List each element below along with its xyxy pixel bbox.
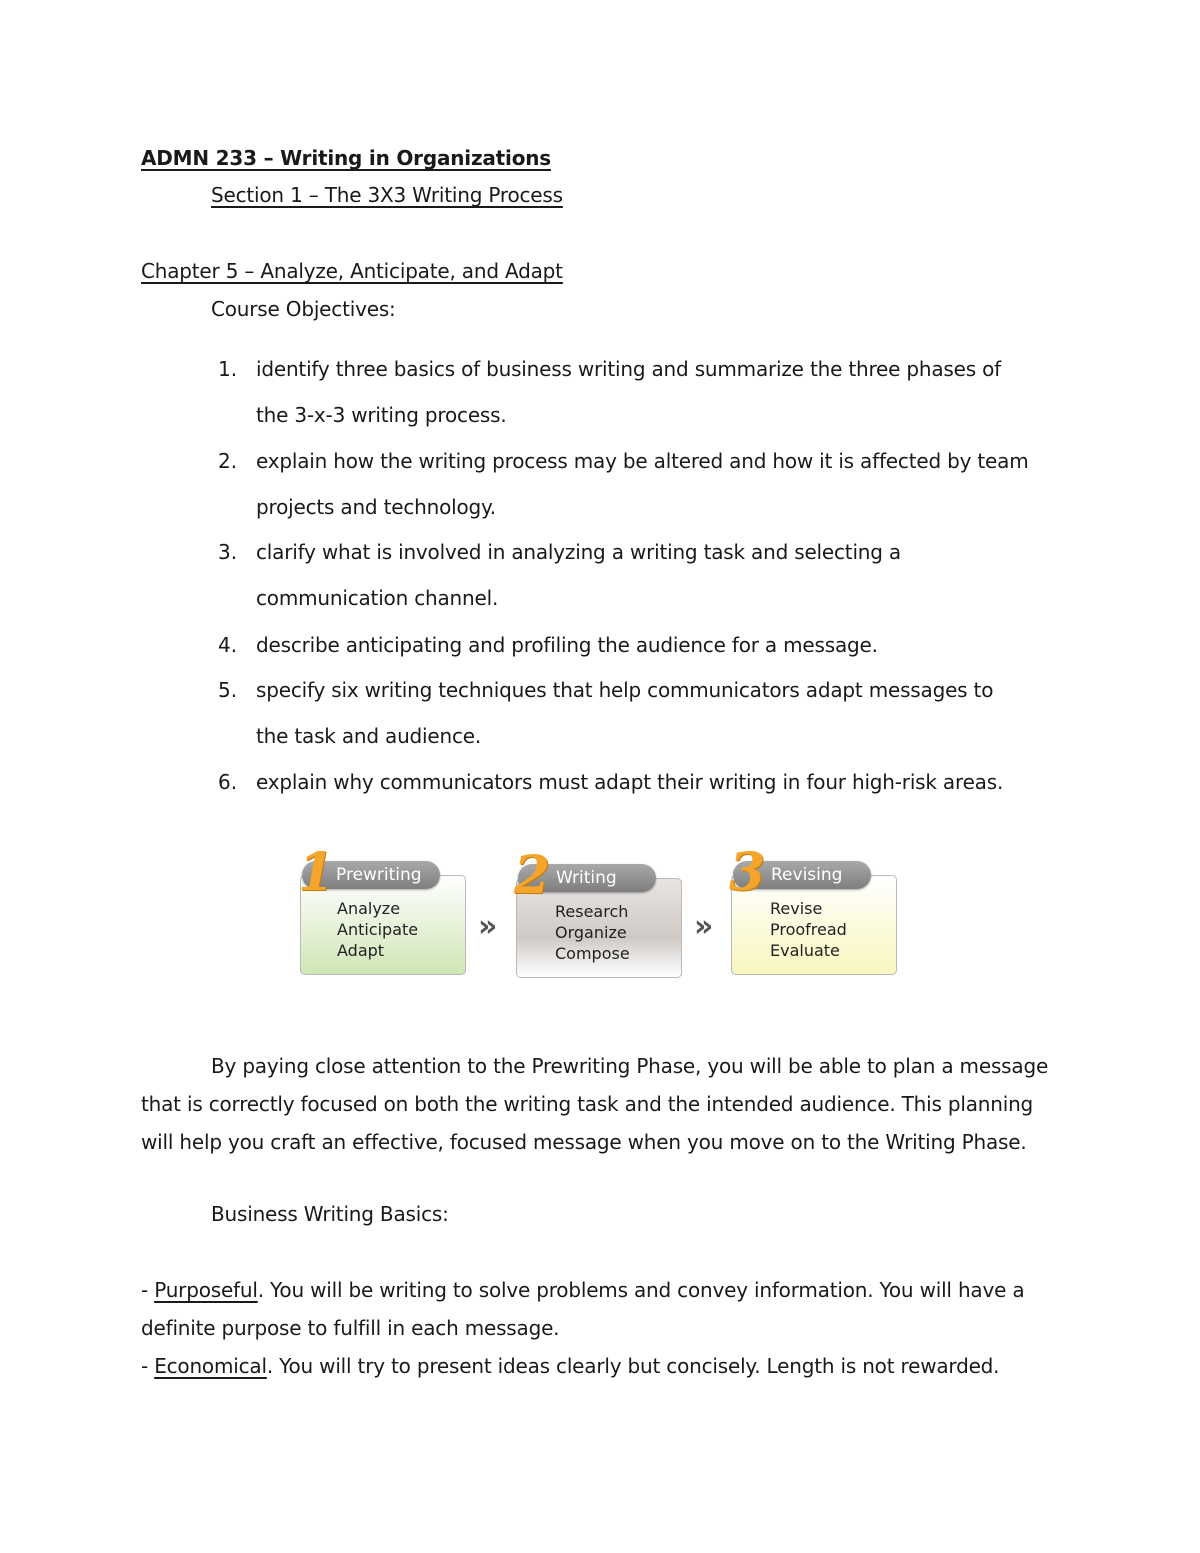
list-item-number: 6. xyxy=(218,770,238,794)
list-item-number: 4. xyxy=(218,633,238,657)
double-chevron-icon: » xyxy=(478,909,498,944)
basic-item-economical xyxy=(141,1354,999,1378)
stage-tab: Revising xyxy=(733,861,871,889)
list-item-number: 1. xyxy=(218,357,238,381)
stage-item: Proofread xyxy=(770,920,847,939)
basic-term: Economical xyxy=(154,1354,267,1378)
list-item-number: 5. xyxy=(218,678,238,702)
stage-item: Organize xyxy=(555,923,627,942)
stage-items xyxy=(337,898,418,961)
stage-number: 1 xyxy=(298,842,335,903)
list-item-number: 3. xyxy=(218,540,238,564)
bullet-dash: - xyxy=(141,1278,155,1302)
list-item-continuation: the 3-x-3 writing process. xyxy=(256,403,507,427)
basic-text: . You will be writing to solve problems and convey information. You will have a xyxy=(257,1278,1025,1302)
stage-item: Revise xyxy=(770,899,823,918)
double-chevron-icon: » xyxy=(694,909,714,944)
stage-tab: Prewriting xyxy=(302,861,440,889)
paragraph-text: By paying close attention to the Prewriting Phase, you will be able to plan a message that is correctly focused on both the writing task and the intended audience. This planning will help you craft an effective, focused message when you move on to the Writing Phase. xyxy=(141,1054,1049,1154)
basic-text: . You will try to present ideas clearly but concisely. Length is not rewarded. xyxy=(266,1354,1000,1378)
bullet-dash: - xyxy=(141,1354,155,1378)
list-item: explain how the writing process may be altered and how it is affected by team xyxy=(256,449,1029,473)
stage-writing xyxy=(514,845,686,980)
stage-items xyxy=(555,901,630,964)
stage-item: Analyze xyxy=(337,899,401,918)
list-item-continuation: the task and audience. xyxy=(256,724,482,748)
basic-item-continuation: definite purpose to fulfill in each message. xyxy=(141,1316,560,1340)
stage-tab: Writing xyxy=(518,864,656,892)
list-item: describe anticipating and profiling the audience for a message. xyxy=(256,633,878,657)
section-title: Section 1 – The 3X3 Writing Process xyxy=(211,183,563,207)
writing-process-diagram xyxy=(298,842,908,985)
stage-item: Evaluate xyxy=(770,941,840,960)
stage-item: Anticipate xyxy=(337,920,419,939)
list-item-continuation: communication channel. xyxy=(256,586,499,610)
chapter-title: Chapter 5 – Analyze, Anticipate, and Adapt xyxy=(141,259,563,283)
stage-number: 2 xyxy=(514,845,551,906)
course-title: ADMN 233 – Writing in Organizations xyxy=(141,146,551,170)
list-item: specify six writing techniques that help communicators adapt messages to xyxy=(256,678,994,702)
stage-item: Research xyxy=(555,902,629,921)
list-item-continuation: projects and technology. xyxy=(256,495,496,519)
basic-item-purposeful xyxy=(141,1278,1024,1302)
list-item: clarify what is involved in analyzing a writing task and selecting a xyxy=(256,540,901,564)
stage-prewriting xyxy=(298,842,470,977)
stage-items xyxy=(770,898,847,961)
list-item-number: 2. xyxy=(218,449,238,473)
list-item: explain why communicators must adapt their writing in four high-risk areas. xyxy=(256,770,1004,794)
basics-label: Business Writing Basics: xyxy=(211,1202,449,1226)
stage-item: Compose xyxy=(555,944,630,963)
stage-number: 3 xyxy=(729,842,766,903)
stage-revising xyxy=(729,842,901,977)
list-item: identify three basics of business writing and summarize the three phases of xyxy=(256,357,1002,381)
stage-item: Adapt xyxy=(337,941,385,960)
prewriting-paragraph xyxy=(141,1047,1061,1161)
objectives-label: Course Objectives: xyxy=(211,297,396,321)
basic-term: Purposeful xyxy=(154,1278,258,1302)
